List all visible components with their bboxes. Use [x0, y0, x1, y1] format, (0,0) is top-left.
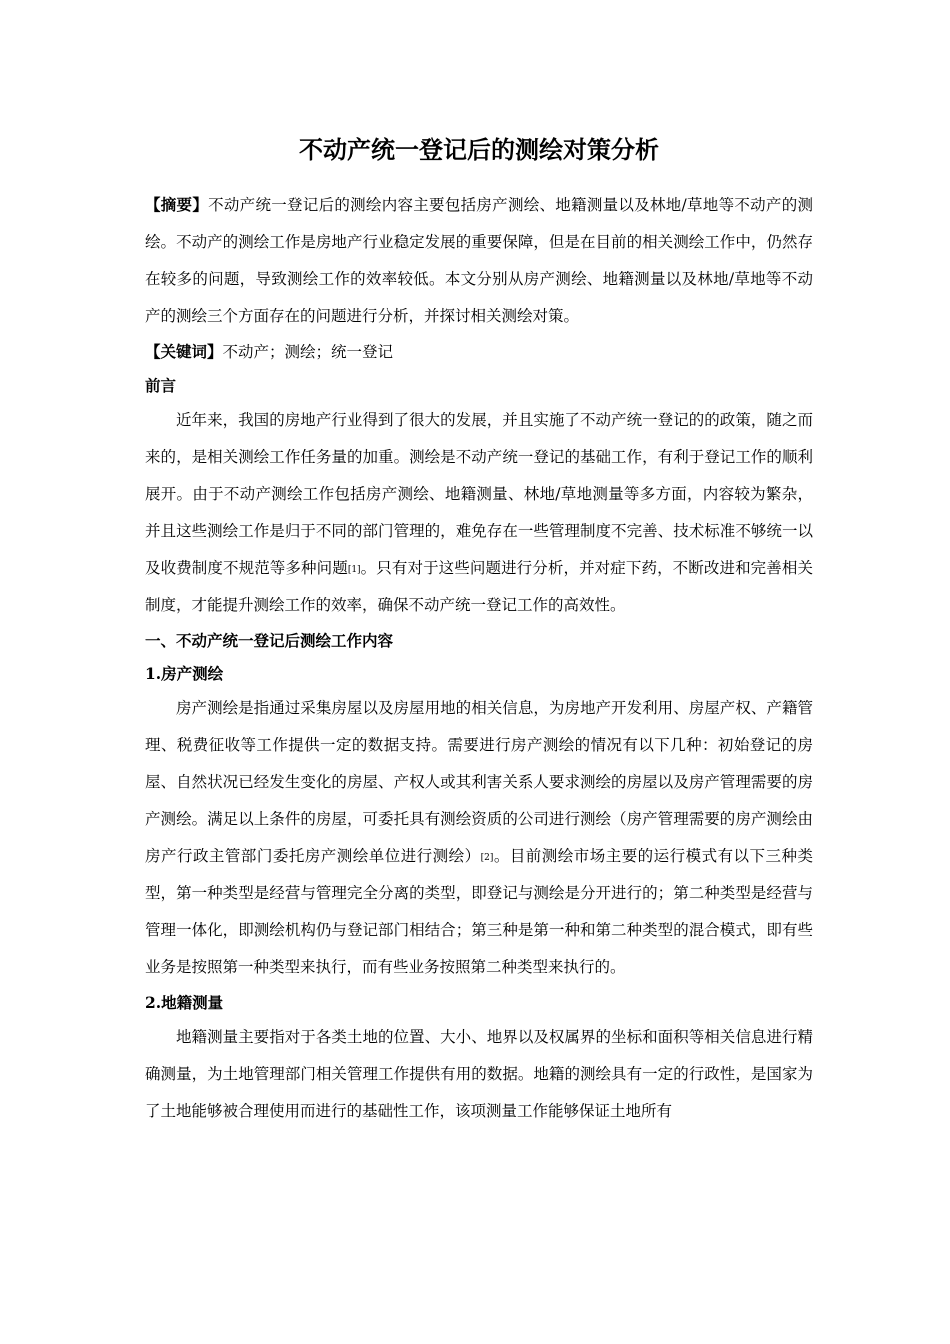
- subsection-2-heading: 2.地籍测量: [145, 993, 224, 1012]
- subsection-1-heading: 1.房产测绘: [145, 664, 224, 683]
- citation-ref-2[interactable]: [2]: [480, 853, 494, 863]
- abstract-text: 不动产统一登记后的测绘内容主要包括房产测绘、地籍测量以及林地/草地等不动产的测绘。不动产的测绘工作是房地产行业稳定发展的重要保障，但是在目前的相关测绘工作中，仍然存在较多的问题，导致测绘工作的效率较低。本文分别从房产测绘、地籍测量以及林地/草地等不动产的测绘三个方面存在的问题进行分析，并探讨相关测绘对策。: [145, 196, 813, 325]
- keywords-paragraph: [145, 335, 813, 369]
- preface-text-a: 近年来，我国的房地产行业得到了很大的发展，并且实施了不动产统一登记的的政策，随之而来的，是相关测绘工作任务量的加重。测绘是不动产统一登记的基础工作，有利于登记工作的顺利展开。由于不动产测绘工作包括房产测绘、地籍测量、林地/草地测量等多方面，内容较为繁杂，并且这些测绘工作是归于不同的部门管理的，难免存在一些管理制度不完善、技术标准不够统一以及收费制度不规范等多种问题: [145, 411, 813, 577]
- document-title: 不动产统一登记后的测绘对策分析: [299, 136, 659, 164]
- citation-ref-1[interactable]: [1]: [347, 565, 361, 575]
- abstract-paragraph: [145, 186, 813, 335]
- preface-heading: 前言: [145, 376, 177, 395]
- abstract-label: 【摘要】: [145, 195, 209, 214]
- section-1-heading: 一、不动产统一登记后测绘工作内容: [145, 631, 394, 650]
- document-body: [145, 130, 813, 1130]
- preface-text-b: 。只有对于这些问题进行分析，并对症下药，不断改进和完善相关制度，才能提升测绘工作的效率，确保不动产统一登记工作的高效性。: [145, 559, 813, 614]
- keywords-text: 不动产；测绘；统一登记: [222, 343, 394, 361]
- subsection-1-paragraph: [145, 690, 813, 986]
- preface-paragraph: [145, 402, 813, 624]
- keywords-label: 【关键词】: [145, 342, 223, 361]
- subsection-1-text-a: 房产测绘是指通过采集房屋以及房屋用地的相关信息，为房地产开发利用、房屋产权、产籍管理、税费征收等工作提供一定的数据支持。需要进行房产测绘的情况有以下几种：初始登记的房屋、自然状况已经发生变化的房屋、产权人或其利害关系人要求测绘的房屋以及房产管理需要的房产测绘。满足以上条件的房屋，可委托具有测绘资质的公司进行测绘（房产管理需要的房产测绘由房产行政主管部门委托房产测绘单位进行测绘）: [145, 699, 813, 865]
- subsection-2-paragraph: 地籍测量主要指对于各类土地的位置、大小、地界以及权属界的坐标和面积等相关信息进行精确测量，为土地管理部门相关管理工作提供有用的数据。地籍的测绘具有一定的行政性，是国家为了土地能够被合理使用而进行的基础性工作，该项测量工作能够保证土地所有: [145, 1028, 813, 1120]
- subsection-1-text-b: 。目前测绘市场主要的运行模式有以下三种类型，第一种类型是经营与管理完全分离的类型，即登记与测绘是分开进行的；第二种类型是经营与管理一体化，即测绘机构仍与登记部门相结合；第三种是第一种和第二种类型的混合模式，即有些业务是按照第一种类型来执行，而有些业务按照第二种类型来执行的。: [145, 847, 813, 976]
